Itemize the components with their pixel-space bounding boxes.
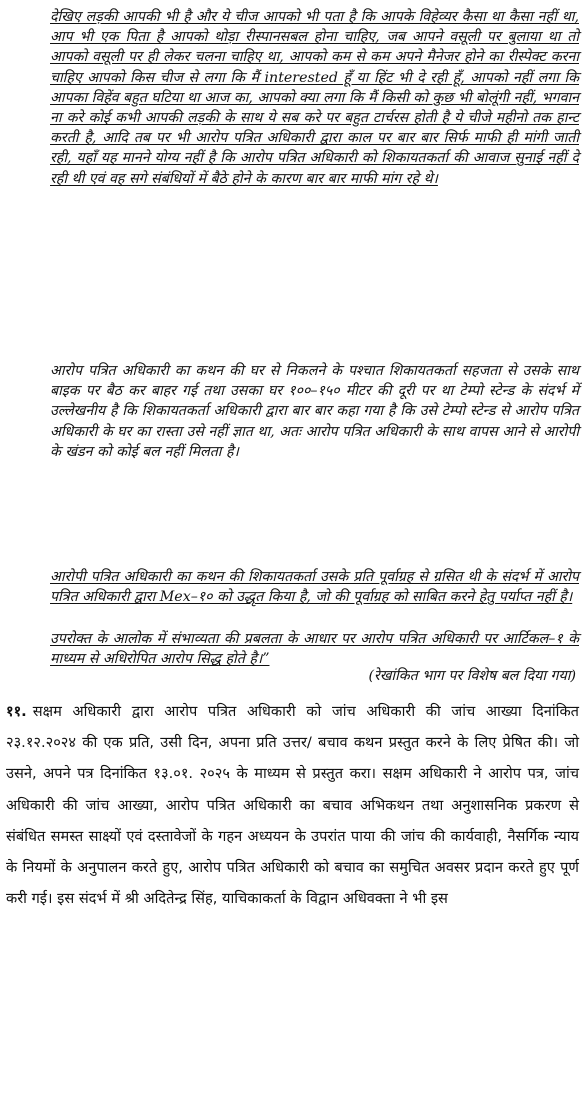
underlined-text: आरोपी पत्रित अधिकारी का कथन की शिकायतकर्ता उसके प्रति पूर्वाग्रह से ग्रसित थी के संदर्भ में आरोप पत्रित अधिकारी द्वारा Mex–१० को उद्धृत किया है, जो की पूर्वाग्रह को साबित करने हेतु पर्याप्त नहीं है। xyxy=(50,569,579,606)
underlined-text: उपरोक्त के आलोक में संभाव्यता की प्रबलता के आधार पर आरोप पत्रित अधिकारी पर आर्टिकल–१ के माध्यम से अधिरोपित आरोप सिद्ध होते है।” xyxy=(50,631,579,668)
paragraph-text: सक्षम अधिकारी द्वारा आरोप पत्रित अधिकारी को जांच अधिकारी की जांच आख्या दिनांकित २३.१२.२०२४ की एक प्रति, उसी दिन, अपना प्रति उत्तर/ बचाव कथन प्रस्तुत करने के लिए प्रेषित की। जो उसने, अपने पत्र दिनांकित १३.०१. २०२५ के माध्यम से प्रस्तुत करा। सक्षम अधिकारी ने आरोप पत्र, जांच अधिकारी की जांच आख्या, आरोप पत्रित अधिकारी का बचाव अभिकथन तथा अनुशासनिक प्रकरण से संबंधित समस्त साक्ष्यों एवं दस्तावेजों के गहन अध्ययन के उपरांत पाया की जांच की कार्यवाही, नैसर्गिक न्याय के नियमों के अनुपालन करते हुए, आरोप पत्रित अधिकारी को बचाव का समुचित अवसर प्रदान करते हुए पूर्ण करी गई। इस संदर्भ में श्री अदितेन्द्र सिंह, याचिकाकर्ता के विद्वान अधिवक्ता ने भी इस xyxy=(6,703,579,908)
paragraph-number: ११. xyxy=(6,703,27,720)
emphasis-note: (रेखांकित भाग पर विशेष बल दिया गया) xyxy=(368,668,576,684)
underlined-text: देखिए लड़की आपकी भी है और ये चीज आपको भी पता है कि आपके विहेव्यर कैसा था कैसा नहीं था, आप भी एक पिता है आपको थोड़ा रीस्पानसबल होना चाहिए, जब आपने वसूली पर बुलाया था तो आपको वसूली पर ही लेकर चलना चाहिए था, आपको कम से कम अपने मैनेजर होने का रीस्पेक्ट करना चाहिए आपको किस चीज से लगा कि मैं interested हूँ या हिंट भी दे रही हूँ, आपको नहीं लगा कि आपका विहेंव बहुत घटिया था आज का, आपको क्या लगा कि मैं किसी को कुछ भी बोलूंगी नहीं, भगवान ना करे कोई कभी आपकी लड़की के साथ ये सब करे पर बहुत टार्चरस होती है ये चीजे महीनो तक हान्ट करती है, आदि तब पर भी आरोप पत्रित अधिकारी द्वारा काल पर बार बार सिर्फ माफी ही मांगी जाती रही, यहाँ यह मानने योग्य नहीं है कि आरोप पत्रित अधिकारी को शिकायतकर्ता की आवाज सुनाई नहीं दे रही थी एवं वह सगे संबंधियों में बैठे होने के कारण बार बार माफी मांग रहे थे। xyxy=(50,9,579,187)
quote-paragraph-3 xyxy=(50,567,579,607)
quote-paragraph-4 xyxy=(50,629,579,669)
quote-text: आरोप पत्रित अधिकारी का कथन की घर से निकलने के पश्चात शिकायतकर्ता सहजता से उसके साथ बाइक पर बैठ कर बाहर गई तथा उसका घर १००–१५० मीटर की दूरी पर था टेम्पो स्टेन्ड के संदर्भ में उल्लेखनीय है कि शिकायतकर्ता अधिकारी द्वारा बार बार कहा गया है कि उसे टेम्पो स्टेन्ड से आरोप पत्रित अधिकारी के घर का रास्ता उसे नहीं ज्ञात था, अतः आरोप पत्रित अधिकारी के साथ वापस आने से आरोपी के खंडन को कोई बल नहीं मिलता है। xyxy=(50,363,579,460)
quote-paragraph-2 xyxy=(50,361,579,462)
quote-paragraph-1 xyxy=(50,7,579,189)
paragraph-11 xyxy=(6,696,579,914)
